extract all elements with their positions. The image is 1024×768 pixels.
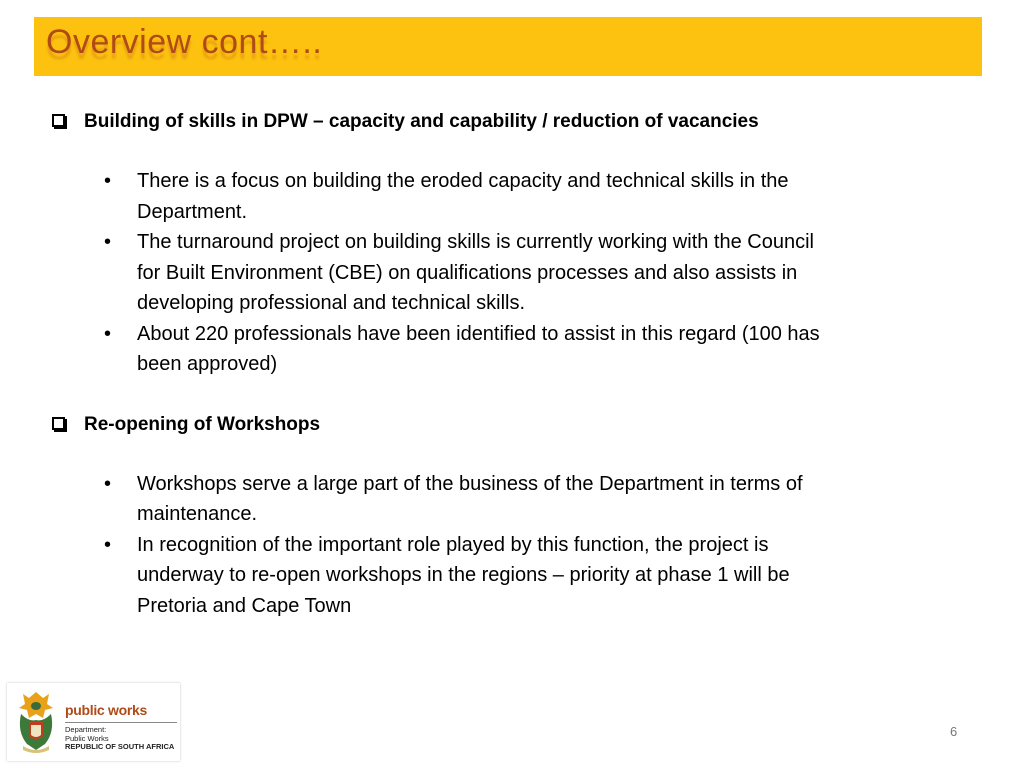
checkbox-bullet-icon bbox=[52, 417, 65, 430]
page-number: 6 bbox=[950, 724, 958, 739]
bullet-line: underway to re-open workshops in the regions – priority at phase 1 will be bbox=[137, 564, 790, 586]
bullet-list bbox=[52, 166, 972, 380]
section-heading-text: Re-opening of Workshops bbox=[84, 413, 321, 435]
bullet-item bbox=[52, 319, 972, 380]
section-heading-text: Building of skills in DPW – capacity and capability / reduction of vacancies bbox=[84, 111, 759, 132]
bullet-dot-icon: • bbox=[104, 533, 112, 556]
bullet-item bbox=[52, 530, 972, 622]
logo-divider bbox=[65, 722, 177, 723]
logo-line-3: REPUBLIC OF SOUTH AFRICA bbox=[65, 742, 175, 751]
title-bar bbox=[34, 17, 982, 76]
department-logo bbox=[7, 683, 180, 761]
bullet-dot-icon: • bbox=[104, 322, 112, 345]
logo-line-1: Department: bbox=[65, 725, 107, 734]
section-heading bbox=[52, 411, 972, 438]
bullet-line: developing professional and technical skills. bbox=[137, 292, 526, 314]
bullet-line: In recognition of the important role played by this function, the project is bbox=[137, 533, 769, 556]
logo-line-2: Public Works bbox=[65, 733, 109, 743]
bullet-dot-icon: • bbox=[104, 231, 112, 253]
slide-title: Overview cont….. bbox=[46, 23, 323, 61]
bullet-line: been approved) bbox=[137, 353, 278, 375]
bullet-line: About 220 professionals have been identified to assist in this regard (100 has bbox=[137, 322, 820, 345]
bullet-line: The turnaround project on building skills is currently working with the Council bbox=[137, 231, 814, 253]
coat-of-arms-icon bbox=[13, 688, 59, 756]
bullet-line: Pretoria and Cape Town bbox=[137, 594, 352, 617]
logo-brand: public works bbox=[65, 702, 147, 718]
bullet-line: There is a focus on building the eroded capacity and technical skills in the bbox=[137, 170, 789, 192]
section-heading bbox=[52, 108, 972, 135]
bullet-line: Workshops serve a large part of the business of the Department in terms of bbox=[137, 472, 803, 495]
bullet-dot-icon: • bbox=[104, 472, 112, 495]
bullet-dot-icon: • bbox=[104, 170, 112, 192]
bullet-item bbox=[52, 166, 972, 227]
bullet-line: Department. bbox=[137, 200, 248, 223]
checkbox-bullet-icon bbox=[52, 114, 65, 127]
bullet-item bbox=[52, 469, 972, 530]
slide-content bbox=[52, 108, 972, 621]
section-workshops bbox=[52, 411, 972, 622]
logo-subtitle bbox=[65, 726, 174, 752]
section-skills bbox=[52, 108, 972, 380]
bullet-list bbox=[52, 469, 972, 622]
bullet-line: maintenance. bbox=[137, 503, 258, 525]
bullet-item bbox=[52, 227, 972, 319]
bullet-line: for Built Environment (CBE) on qualifications processes and also assists in bbox=[137, 261, 798, 284]
